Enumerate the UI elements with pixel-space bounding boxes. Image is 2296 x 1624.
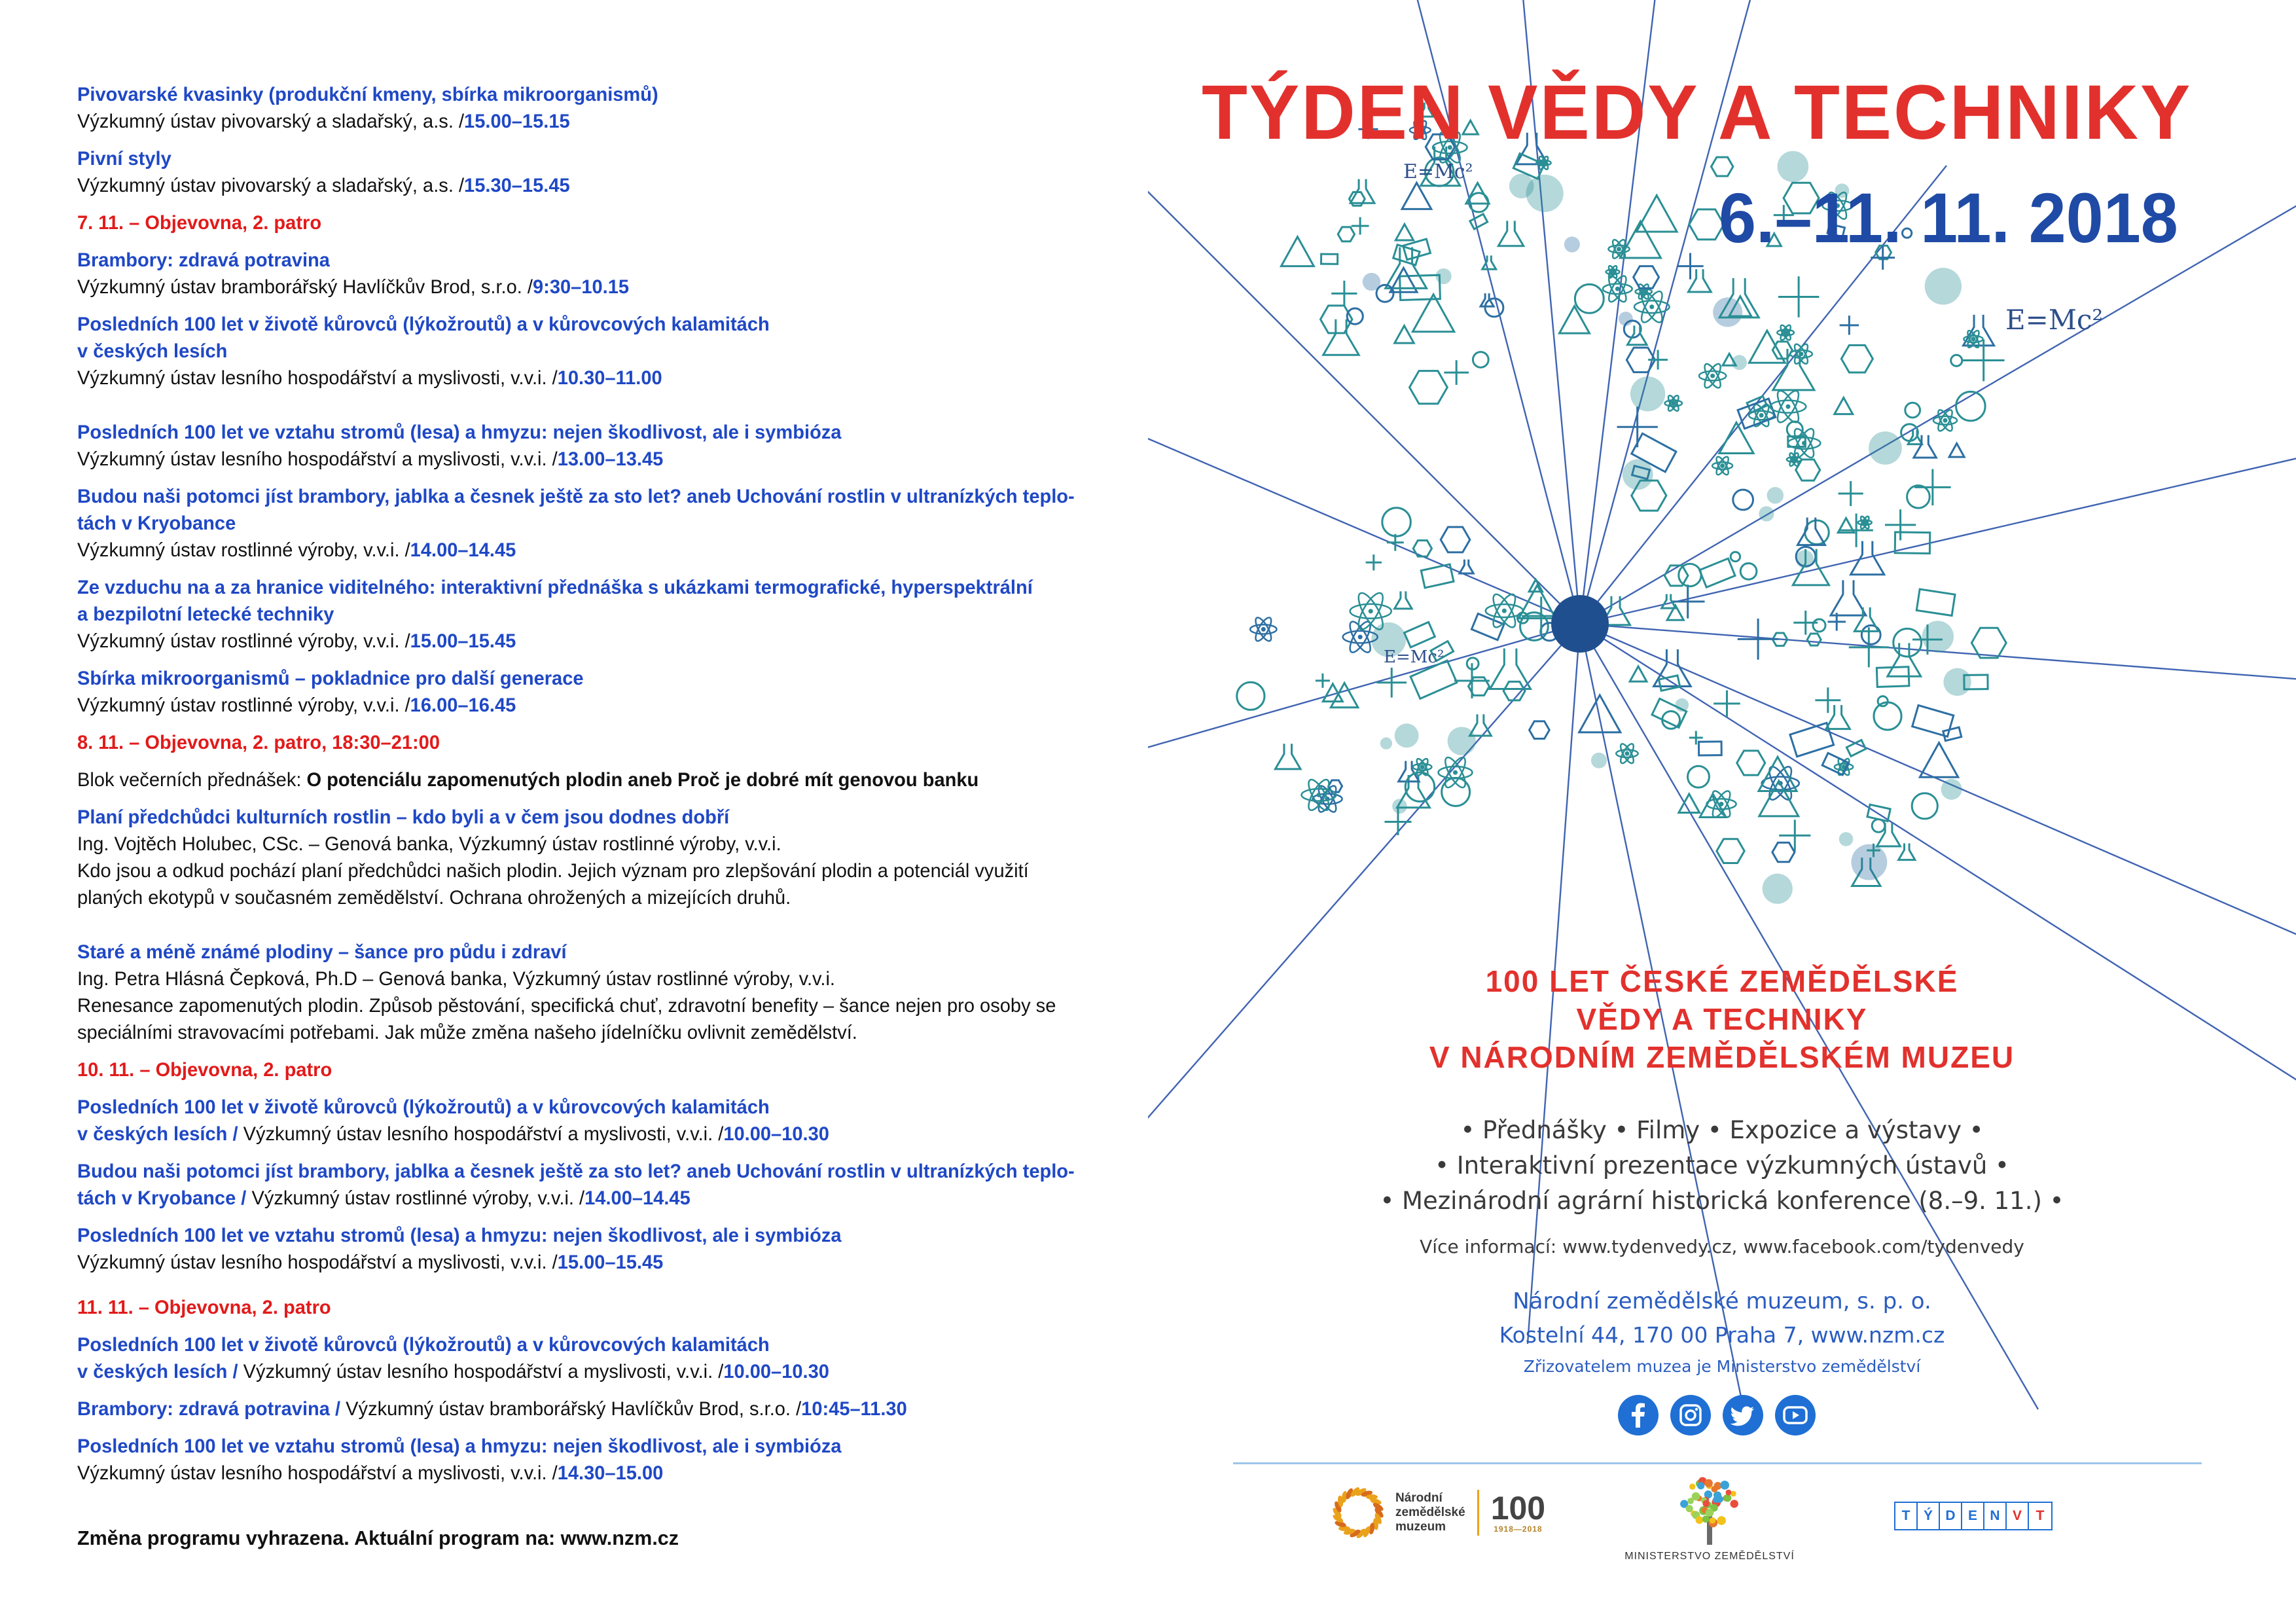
atom-doodle	[1624, 751, 1629, 756]
tvt-letter: T	[2036, 1508, 2045, 1523]
molecule-doodle	[1441, 527, 1470, 552]
entry-title: Ze vzduchu na a za hranice viditelného: interaktivní přednáška s ukázkami termografické, hyperspektrální	[77, 577, 1033, 598]
tree-leaf	[1702, 1500, 1710, 1507]
science-doodle	[1733, 490, 1753, 510]
entry-meta	[77, 1121, 1064, 1147]
entry-time: 9:30–10.15	[532, 276, 630, 298]
tvt-letter: Ý	[1918, 1503, 1940, 1529]
tree-leaf	[1726, 1490, 1732, 1496]
entry-org: Výzkumný ústav rostlinné výroby, v.v.i. /	[77, 630, 410, 652]
day-heading: 7. 11. – Objevovna, 2. patro	[77, 212, 322, 234]
entry-title: v českých lesích /	[77, 1361, 243, 1382]
nzm-logo-separator	[1477, 1490, 1479, 1536]
flask-doodle	[1460, 560, 1473, 573]
entry-meta	[77, 108, 1064, 135]
science-doodle	[1395, 326, 1414, 344]
museum-name: Národní zemědělské muzeum, s. p. o.	[1513, 1288, 1931, 1314]
molecule-doodle	[1712, 157, 1733, 176]
science-doodle	[1630, 376, 1665, 411]
program-entry	[77, 767, 1064, 793]
atom-doodle	[1671, 401, 1676, 406]
event-title: TÝDEN VĚDY A TECHNIKY	[1202, 69, 2193, 156]
science-doodle	[1436, 268, 1452, 284]
molecule-doodle	[1737, 751, 1765, 775]
wheat-wreath-icon	[1330, 1485, 1386, 1541]
nzm-100-label: 100	[1490, 1490, 1546, 1526]
program-entry	[77, 1222, 1064, 1276]
atom-doodle	[1720, 463, 1725, 468]
lecture-text: speciálními stravovacími potřebami. Jak může změna našeho jídelníčku ovlivnit zemědělství.	[77, 1022, 857, 1043]
event-dates: 6.–11. 11. 2018	[1719, 178, 2178, 257]
science-doodle	[1941, 779, 1962, 800]
program-entry	[77, 665, 1064, 719]
entry-meta	[77, 537, 1064, 564]
molecule-doodle	[1410, 371, 1448, 404]
molecule-doodle	[1717, 839, 1744, 863]
entry-time: 10.30–11.00	[557, 367, 662, 389]
entry-title: Posledních 100 let v životě kůrovců (lýkožroutů) a v kůrovcových kalamitách	[77, 314, 770, 335]
entry-org: Výzkumný ústav lesního hospodářství a myslivosti, v.v.i. /	[243, 1123, 724, 1145]
tree-leaf	[1710, 1517, 1716, 1524]
flask-doodle	[1908, 430, 1922, 444]
entry-org: Výzkumný ústav lesního hospodářství a myslivosti, v.v.i. /	[77, 448, 558, 470]
lecture-text: Renesance zapomenutých plodin. Způsob pěstování, specifická chuť, zdravotní benefity – šance nejen pro osoby se	[77, 995, 1056, 1017]
science-doodle	[1920, 743, 1958, 778]
science-doodle	[1392, 799, 1407, 814]
entry-time: 15.00–15.45	[410, 630, 516, 652]
day-heading: 10. 11. – Objevovna, 2. patro	[77, 1059, 332, 1081]
flask-doodle	[1350, 179, 1374, 204]
entry-title: Posledních 100 let v životě kůrovců (lýkožroutů) a v kůrovcových kalamitách	[77, 1096, 770, 1118]
divider	[1233, 1462, 2202, 1464]
science-doodle	[1405, 622, 1435, 647]
tydenvt-logo[interactable]	[1894, 1502, 2053, 1530]
science-doodle	[1943, 668, 1971, 696]
museum-contact	[1148, 1284, 2296, 1381]
cover-page	[1148, 0, 2296, 1624]
block-lead: Blok večerních přednášek:	[77, 769, 307, 791]
program-entry	[77, 1158, 1075, 1212]
science-doodle	[1688, 766, 1710, 787]
entry-time: 13.00–13.45	[557, 448, 664, 470]
science-doodle	[1237, 682, 1265, 710]
science-doodle	[1579, 695, 1621, 732]
science-doodle	[1659, 676, 1679, 691]
science-doodle	[1763, 874, 1793, 904]
program-entry	[77, 1433, 1064, 1487]
entry-meta	[77, 1249, 1064, 1276]
tree-leaf	[1713, 1496, 1719, 1503]
program-entry	[77, 1396, 1064, 1422]
tree-leaf	[1696, 1516, 1704, 1524]
science-doodle	[1402, 183, 1431, 209]
formula-label: E=Mc²	[2005, 304, 2104, 336]
entry-meta	[77, 172, 1064, 199]
science-doodle	[1395, 723, 1419, 748]
nzm-years: 1918—2018	[1494, 1525, 1543, 1534]
science-doodle	[1835, 398, 1853, 414]
atom-doodle	[1316, 793, 1321, 797]
program-highlights	[1148, 1113, 2296, 1219]
lecture-text: Kdo jsou a odkud pochází planí předchůdci našich plodin. Jejich význam pro zlepšování plodin a potenciál využití	[77, 860, 1029, 882]
science-doodle	[1874, 702, 1901, 730]
entry-time: 15.00–15.15	[464, 111, 570, 132]
entry-title: a bezpilotní letecké techniky	[77, 604, 334, 625]
entry-meta	[77, 1185, 1064, 1212]
lecture-text: Ing. Vojtěch Holubec, CSc. – Genová banka, Výzkumný ústav rostlinné výroby, v.v.i.	[77, 833, 781, 855]
science-doodle	[1767, 487, 1784, 504]
day-heading: 8. 11. – Objevovna, 2. patro, 18:30–21:00	[77, 732, 440, 753]
entry-meta	[77, 446, 1064, 473]
science-doodle	[1912, 793, 1937, 819]
molecule-doodle	[1796, 460, 1820, 480]
atom-doodle	[1971, 336, 1975, 341]
tree-leaf	[1686, 1505, 1693, 1512]
highlight-line: • Interaktivní prezentace výzkumných ústavů •	[1435, 1151, 2009, 1180]
science-doodle	[1732, 355, 1747, 370]
program-entry	[77, 145, 1064, 199]
science-doodle	[1403, 239, 1431, 260]
day-heading: 11. 11. – Objevovna, 2. patro	[77, 1297, 331, 1318]
atom-doodle	[1611, 270, 1615, 274]
formula-label: E=Mc²	[1403, 160, 1473, 183]
atom-doodle	[1617, 247, 1621, 251]
science-doodle	[1485, 298, 1503, 317]
entry-meta	[77, 692, 1064, 719]
atom-doodle	[1420, 765, 1425, 769]
science-doodle	[1591, 753, 1607, 768]
science-doodle	[1813, 619, 1825, 632]
flask-doodle	[1773, 349, 1814, 390]
science-doodle	[1839, 832, 1854, 846]
twitter-icon[interactable]	[1723, 1395, 1763, 1435]
entry-time: 10:45–11.30	[801, 1398, 907, 1420]
subtitle-line: 100 LET ČESKÉ ZEMĚDĚLSKÉ	[1485, 964, 1959, 998]
science-doodle	[1619, 312, 1633, 326]
atom-doodle	[1261, 627, 1266, 632]
tree-icon	[1674, 1473, 1746, 1546]
molecule-doodle	[1772, 842, 1795, 862]
science-doodle	[1925, 268, 1962, 304]
atom-doodle	[1719, 802, 1724, 806]
light-ray	[1580, 624, 2296, 964]
tree-leaf	[1689, 1483, 1695, 1489]
tree-leaf	[1697, 1482, 1704, 1489]
tree-leaf	[1702, 1515, 1710, 1523]
entry-time: 10.00–10.30	[723, 1123, 829, 1145]
atom-doodle	[1799, 352, 1803, 356]
light-ray	[1148, 427, 1580, 624]
atom-doodle	[1541, 160, 1546, 165]
block-heading	[77, 767, 1064, 793]
more-info-links[interactable]: Více informací: www.tydenvedy.cz, www.facebook.com/tydenvedy	[1420, 1236, 2024, 1257]
tree-leaf	[1724, 1494, 1732, 1502]
program-entry	[77, 419, 1064, 473]
entry-org: Výzkumný ústav pivovarský a sladařský, a.s. /	[77, 111, 465, 132]
science-doodle	[1907, 486, 1930, 509]
entry-time: 16.00–16.45	[410, 695, 516, 716]
entry-meta	[77, 628, 1064, 655]
science-doodle	[1869, 431, 1902, 465]
tvt-letter: E	[1962, 1503, 1984, 1529]
entry-title: Brambory: zdravá potravina /	[77, 1398, 346, 1420]
entry-title: v českých lesích /	[77, 1123, 243, 1145]
science-doodle	[1405, 772, 1434, 801]
tvt-letter: T	[1895, 1503, 1918, 1529]
entry-time: 14.30–15.00	[557, 1462, 664, 1484]
science-doodle	[1526, 175, 1564, 212]
science-doodle	[1916, 589, 1955, 615]
entry-org: Výzkumný ústav bramborářský Havlíčkův Brod, s.r.o. /	[346, 1398, 802, 1420]
entry-title: Sbírka mikroorganismů – pokladnice pro další generace	[77, 668, 584, 689]
entry-org: Výzkumný ústav rostlinné výroby, v.v.i. /	[251, 1187, 585, 1209]
science-doodle	[1951, 355, 1962, 366]
atom-doodle	[1863, 520, 1867, 525]
partner-logos	[1148, 1473, 2296, 1578]
flask-doodle	[1826, 705, 1850, 729]
molecule-doodle	[1841, 345, 1873, 372]
formula-label: E=Mc²	[1384, 647, 1444, 667]
science-doodle	[1905, 403, 1920, 418]
tree-leaf	[1720, 1481, 1729, 1490]
atom-doodle	[1358, 635, 1363, 640]
science-doodle	[1949, 443, 1964, 457]
molecule-doodle	[1338, 227, 1354, 242]
science-doodle	[1473, 352, 1488, 368]
science-doodle	[1912, 706, 1954, 737]
program-entry	[77, 1094, 1064, 1147]
science-doodle	[1382, 508, 1410, 536]
flask-doodle	[1395, 591, 1412, 608]
facebook-icon[interactable]	[1618, 1395, 1659, 1435]
entry-time: 14.00–14.45	[410, 539, 516, 561]
science-doodle	[1700, 558, 1735, 587]
science-doodle	[1470, 214, 1488, 229]
atom-doodle	[1453, 770, 1458, 775]
entry-title: Brambory: zdravá potravina	[77, 249, 330, 271]
entry-title: Posledních 100 let ve vztahu stromů (lesa) a hmyzu: nejen škodlivost, ale i symbióza	[77, 422, 842, 443]
entry-title: Budou naši potomci jíst brambory, jablka a česnek ještě za sto let? aneb Uchování rostlin v ultranízkých teplo-	[77, 1161, 1075, 1182]
entry-meta	[77, 365, 1064, 391]
entry-meta	[77, 1396, 1064, 1422]
science-doodle	[1395, 224, 1413, 240]
entry-meta	[77, 274, 1064, 300]
science-doodle	[1564, 236, 1580, 252]
science-doodle	[1380, 738, 1392, 749]
tvt-letter: D	[1940, 1503, 1962, 1529]
instagram-icon[interactable]	[1670, 1395, 1711, 1435]
molecule-doodle	[1971, 628, 2006, 658]
entry-org: Výzkumný ústav lesního hospodářství a myslivosti, v.v.i. /	[77, 1462, 558, 1484]
atom-doodle	[1369, 609, 1373, 613]
atom-doodle	[1784, 331, 1788, 335]
nzm-logo-line: muzeum	[1395, 1520, 1446, 1534]
molecule-doodle	[1530, 721, 1550, 739]
lecture-text: Ing. Petra Hlásná Čepková, Ph.D – Genová banka, Výzkumný ústav rostlinné výroby, v.v.i.	[77, 968, 836, 990]
entry-org: Výzkumný ústav lesního hospodářství a myslivosti, v.v.i. /	[77, 1252, 558, 1273]
flask-doodle	[1498, 221, 1523, 245]
entry-meta	[77, 1460, 1064, 1487]
molecule-doodle	[1413, 541, 1431, 556]
entry-title: Pivovarské kvasinky (produkční kmeny, sbírka mikroorganismů)	[77, 84, 658, 105]
science-doodle	[1575, 284, 1604, 313]
entry-time: 15.30–15.45	[464, 175, 570, 196]
nzm-logo-text	[1395, 1491, 1465, 1534]
molecule-doodle	[1772, 342, 1792, 359]
flask-doodle	[1877, 823, 1901, 846]
flask-doodle	[1914, 435, 1936, 458]
science-doodle	[1943, 727, 1962, 741]
subtitle-line: VĚDY A TECHNIKY	[1576, 1002, 1868, 1036]
subtitle-line: V NÁRODNÍM ZEMĚDĚLSKÉM MUZEU	[1429, 1040, 2015, 1074]
lecture	[77, 804, 1064, 911]
tree-leaf	[1706, 1509, 1714, 1517]
entry-title: Budou naši potomci jíst brambory, jablka a česnek ještě za sto let? aneb Uchování rostlin v ultranízkých teplo-	[77, 486, 1075, 507]
atom-doodle	[1649, 304, 1654, 309]
tree-leaf	[1717, 1516, 1725, 1525]
flask-doodle	[1688, 269, 1711, 292]
footer-note: Změna programu vyhrazena. Aktuální program na: www.nzm.cz	[77, 1526, 679, 1549]
entry-title: Posledních 100 let ve vztahu stromů (lesa) a hmyzu: nejen škodlivost, ale i symbióza	[77, 1225, 842, 1246]
hub-dot	[1551, 595, 1609, 653]
science-doodle	[1759, 506, 1774, 521]
flask-doodle	[1831, 580, 1866, 615]
program-entry	[77, 483, 1075, 564]
entry-title: Posledních 100 let ve vztahu stromů (lesa) a hmyzu: nejen škodlivost, ale i symbióza	[77, 1435, 842, 1457]
entry-org: Výzkumný ústav lesního hospodářství a myslivosti, v.v.i. /	[243, 1361, 724, 1382]
science-doodle	[1282, 237, 1314, 266]
entry-time: 10.00–10.30	[723, 1361, 829, 1382]
entry-meta	[77, 1358, 1064, 1385]
nzm-logo-line: Národní	[1395, 1491, 1443, 1505]
light-ray	[1148, 166, 1580, 624]
entry-title: tách v Kryobance /	[77, 1187, 252, 1209]
program-entry	[77, 311, 1064, 391]
atom-doodle	[1615, 287, 1620, 291]
entry-org: Výzkumný ústav lesního hospodářství a myslivosti, v.v.i. /	[77, 367, 558, 389]
tvt-letter: V	[2007, 1503, 2029, 1529]
lecture-title: Planí předchůdci kulturních rostlin – kdo byli a v čem jsou dodnes dobří	[77, 806, 730, 828]
atom-doodle	[1759, 413, 1764, 418]
museum-address[interactable]: Kostelní 44, 170 00 Praha 7, www.nzm.cz	[1499, 1322, 1945, 1348]
science-doodle	[1698, 742, 1721, 755]
science-doodle	[1560, 306, 1590, 333]
science-doodle	[1893, 628, 1922, 657]
lecture-text: planých ekotypů v současném zemědělství. Ochrana ohrožených a mizejících druhů.	[77, 887, 791, 909]
tree-leaf	[1731, 1491, 1736, 1497]
entry-title: Pivní styly	[77, 148, 171, 170]
science-doodle	[1740, 563, 1757, 579]
anniversary-subtitle	[1148, 962, 2296, 1076]
flask-doodle	[1490, 649, 1531, 689]
ministry-logo-text: MINISTERSTVO ZEMĚDĚLSTVÍ	[1624, 1551, 1795, 1562]
tree-leaf	[1692, 1492, 1700, 1501]
entry-org: Výzkumný ústav rostlinné výroby, v.v.i. /	[77, 695, 410, 716]
entry-title: v českých lesích	[77, 340, 228, 362]
science-doodle	[1676, 698, 1689, 712]
program-column	[77, 71, 1075, 1551]
lecture-title: Staré a méně známé plodiny – šance pro půdu i zdraví	[77, 941, 567, 963]
tvt-letter: N	[1984, 1503, 2007, 1529]
youtube-icon[interactable]	[1775, 1395, 1816, 1435]
flask-doodle	[1275, 744, 1300, 769]
nzm-logo[interactable]	[1330, 1485, 1545, 1541]
science-doodle	[1731, 552, 1740, 561]
tree-leaf	[1731, 1500, 1738, 1507]
tree-leaf	[1704, 1479, 1713, 1488]
entry-time: 14.00–14.45	[584, 1187, 691, 1209]
entry-org: Výzkumný ústav rostlinné výroby, v.v.i. /	[77, 539, 410, 561]
program-entry	[77, 574, 1064, 655]
entry-title: Posledních 100 let v životě kůrovců (lýkožroutů) a v kůrovcových kalamitách	[77, 1334, 770, 1356]
atom-doodle	[1785, 405, 1790, 409]
program-entry	[77, 81, 1064, 135]
nzm-anniversary	[1491, 1492, 1545, 1534]
science-doodle	[1846, 740, 1865, 757]
highlight-line: • Mezinárodní agrární historická konference (8.–9. 11.) •	[1380, 1187, 2064, 1215]
atom-doodle	[1502, 609, 1507, 613]
program-entry	[77, 247, 1064, 300]
museum-founder: Zřizovatelem muzea je Ministerstvo zemědělství	[1523, 1357, 1921, 1376]
nzm-logo-line: zemědělské	[1395, 1506, 1465, 1519]
science-doodle	[1321, 254, 1338, 264]
program-entry	[77, 1331, 1064, 1385]
atom-doodle	[1710, 374, 1715, 378]
entry-org: Výzkumný ústav bramborářský Havlíčkův Brod, s.r.o. /	[77, 276, 533, 298]
social-links	[1618, 1395, 1816, 1435]
entry-time: 15.00–15.45	[557, 1252, 664, 1273]
entry-org: Výzkumný ústav pivovarský a sladařský, a.s. /	[77, 175, 465, 196]
lecture	[77, 939, 1064, 1046]
science-doodle	[1630, 666, 1647, 681]
molecule-doodle	[1807, 634, 1821, 645]
atom-doodle	[1943, 418, 1948, 423]
entry-title: tách v Kryobance	[77, 513, 236, 534]
block-topic: O potenciálu zapomenutých plodin aneb Proč je dobré mít genovou banku	[306, 769, 979, 791]
ministry-logo[interactable]	[1624, 1473, 1795, 1562]
highlight-line: • Přednášky • Filmy • Expozice a výstavy •	[1460, 1116, 1984, 1144]
